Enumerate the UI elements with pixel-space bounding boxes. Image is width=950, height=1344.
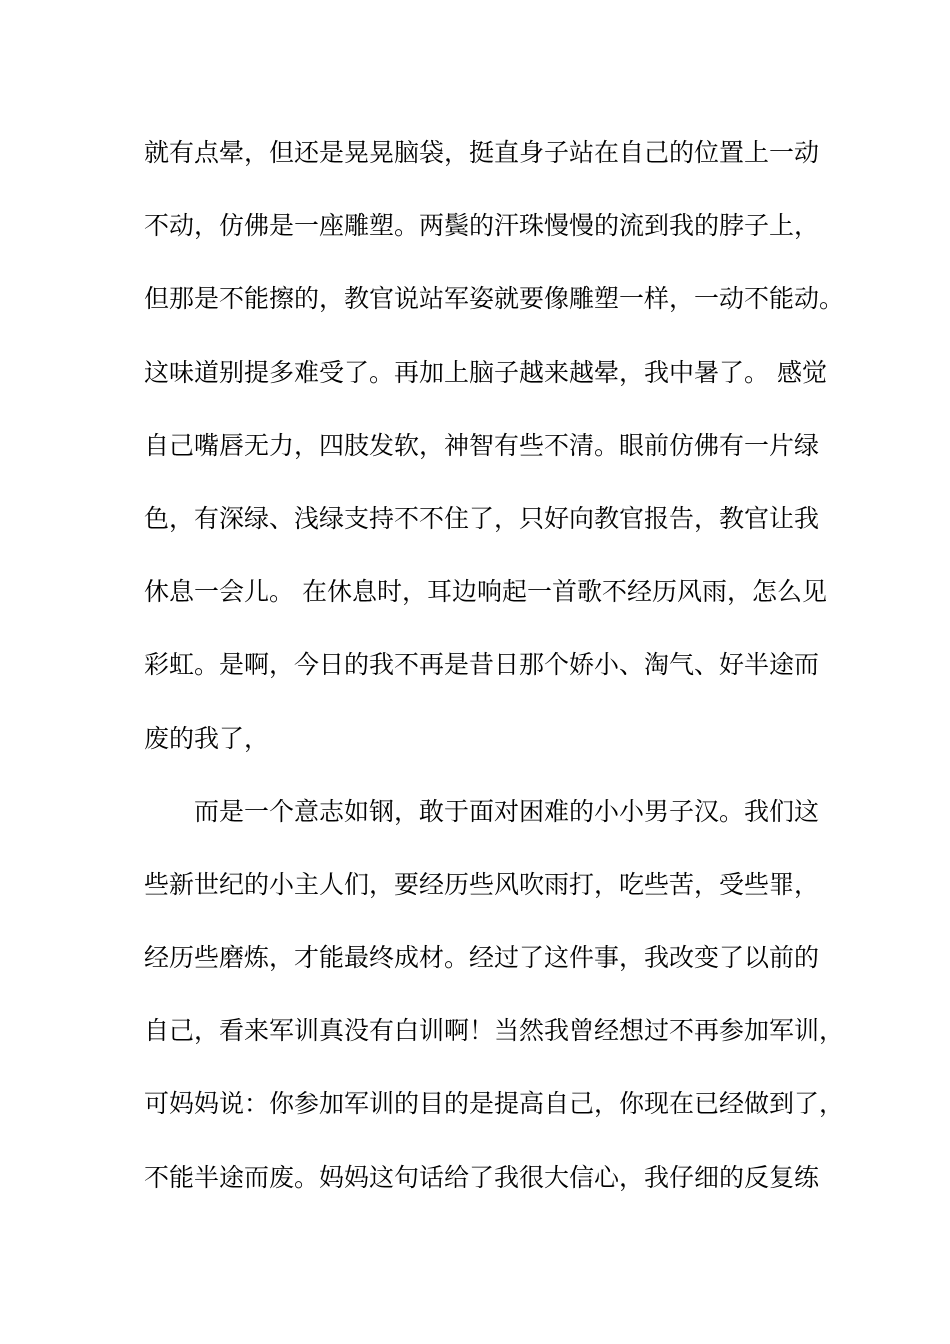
text-line-11: 些新世纪的小主人们，要经历些风吹雨打，吃些苦，受些罪， <box>144 869 820 899</box>
text-line-2: 不动，仿佛是一座雕塑。两鬓的汗珠慢慢的流到我的脖子上， <box>144 211 820 241</box>
text-line-7: 休息一会儿。 在休息时，耳边响起一首歌不经历风雨，怎么见 <box>144 577 827 607</box>
text-line-4: 这味道别提多难受了。再加上脑子越来越晕，我中暑了。 感觉 <box>144 357 827 387</box>
text-line-12: 经历些磨炼，才能最终成材。经过了这件事，我改变了以前的 <box>144 943 820 973</box>
text-line-1: 就有点晕，但还是晃晃脑袋，挺直身子站在自己的位置上一动 <box>144 138 820 167</box>
text-line-15: 不能半途而废。妈妈这句话给了我很大信心，我仔细的反复练 <box>144 1162 820 1192</box>
text-line-13: 自己，看来军训真没有白训啊！当然我曾经想过不再参加军训， <box>144 1016 845 1046</box>
text-line-10: 而是一个意志如钢，敢于面对困难的小小男子汉。我们这 <box>144 796 820 826</box>
text-line-9: 废的我了， <box>144 723 270 753</box>
body-text <box>144 128 845 1226</box>
text-line-3: 但那是不能擦的，教官说站军姿就要像雕塑一样，一动不能动。 <box>144 284 845 314</box>
text-line-8: 彩虹。是啊，今日的我不再是昔日那个娇小、淘气、好半途而 <box>144 650 820 680</box>
text-line-5: 自己嘴唇无力，四肢发软，神智有些不清。眼前仿佛有一片绿 <box>144 430 820 460</box>
text-line-14: 可妈妈说：你参加军训的目的是提高自己，你现在已经做到了， <box>144 1089 845 1119</box>
text-line-6: 色，有深绿、浅绿支持不不住了，只好向教官报告，教官让我 <box>144 503 820 533</box>
